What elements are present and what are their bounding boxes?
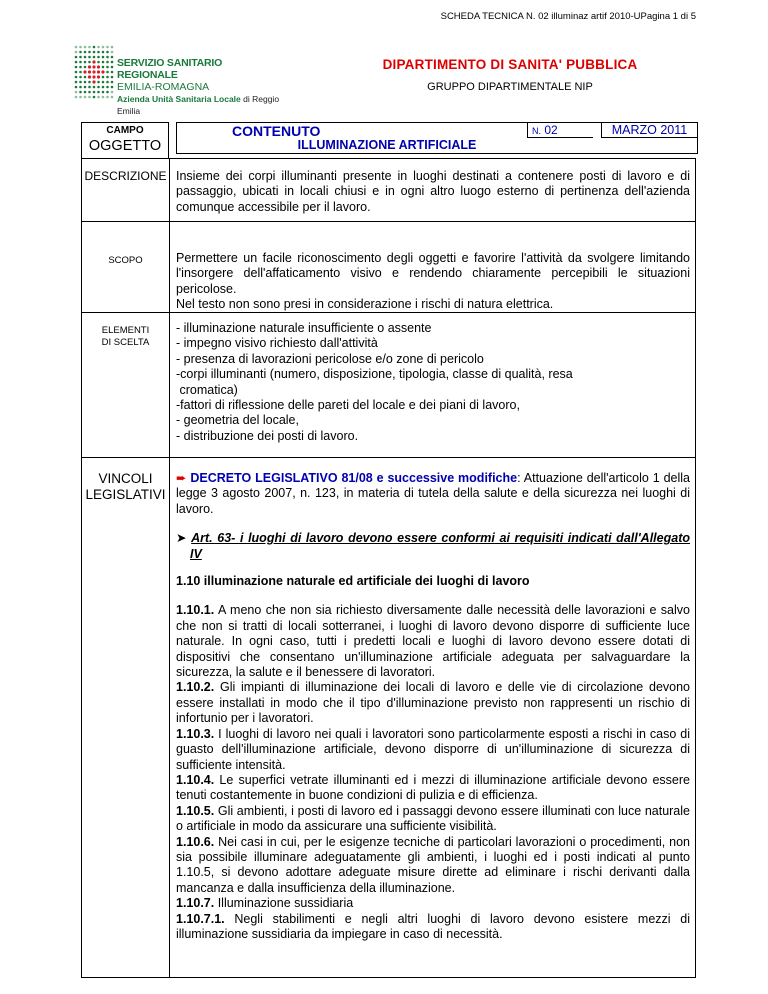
legislation-paragraph: 1.10.5. Gli ambienti, i posti di lavoro ed i passaggi devono essere illuminati con luce naturale o artificiale in modo da assicurare una sufficiente visibilità. (176, 803, 690, 834)
vincoli-label: VINCOLI LEGISLATIVI (85, 471, 166, 502)
list-item: -corpi illuminanti (numero, disposizione, tipologia, classe di qualità, resa (176, 367, 573, 382)
contenuto-header-cell (176, 122, 698, 154)
campo-label: CAMPO (106, 125, 144, 136)
logo-line-1: SERVIZIO SANITARIO REGIONALE (117, 57, 223, 81)
list-item: - impegno visivo richiesto dall'attività (176, 336, 378, 351)
campo-header-cell (81, 122, 169, 159)
descrizione-text: Insieme dei corpi illuminanti presente in luoghi destinati a contenere posti di lavoro e di passaggio, ubicati in locali chiusi e in ogni altro luogo esterno di pertinenza dell'azienda comunque accessibile per il lavoro. (176, 169, 690, 214)
descrizione-label: DESCRIZIONE (84, 169, 167, 183)
content-table (81, 158, 696, 978)
list-item: - distribuzione dei posti di lavoro. (176, 428, 359, 443)
elementi-list (176, 321, 690, 444)
scopo-label: SCOPO (108, 255, 143, 266)
list-item: - presenza di lavorazioni pericolose e/o zone di pericolo (176, 351, 484, 366)
legislation-paragraph: 1.10.7. Illuminazione sussidiaria (176, 896, 354, 911)
legislation-paragraph: 1.10.6. Nei casi in cui, per le esigenze tecniche di particolari lavorazioni o procedimenti, non sia possibile illuminare adeguatamente gli ambienti, i luoghi ed i posti indicati al punto 1.10.5, si devono adottare adeguate misure dirette ad eliminare i rischi derivanti dalla mancanza e dalla insufficienza della illuminazione. (176, 834, 690, 895)
contenuto-label: CONTENUTO (232, 123, 321, 139)
arrow-right-icon: ➨ (176, 471, 187, 485)
legislation-paragraph: 1.10.2. Gli impianti di illuminazione dei locali di lavoro e delle vie di circolazione devono essere installati in modo che il tipo d'illuminazione previsto non rappresenti un rischio di infortunio per i lavoratori. (176, 680, 690, 726)
article-reference: Art. 63- i luoghi di lavoro devono essere conformi ai requisiti indicati dall'Allegato IV (190, 531, 690, 561)
list-item: - geometria del locale, (176, 413, 299, 428)
page-header: SCHEDA TECNICA N. 02 illuminaz artif 2010-UPagina 1 di 5 (440, 11, 696, 22)
logo-line-3: Azienda Unità Sanitaria Locale di Reggio Emilia (117, 94, 280, 116)
section-title: 1.10 illuminazione naturale ed artificiale dei luoghi di lavoro (176, 574, 530, 589)
decree-title: DECRETO LEGISLATIVO 81/08 e successive modifiche (190, 471, 518, 485)
scopo-text: Permettere un facile riconoscimento degli oggetti e favorire l'attività da svolgere limitando l'insorgere dell'affaticamento visivo e rendendo chiaramente percepibili le situazioni pericolose. Nel testo non sono presi in considerazione i rischi di natura elettrica. (176, 251, 690, 312)
department-title: DIPARTIMENTO DI SANITA' PUBBLICA (382, 57, 638, 72)
sheet-topic: ILLUMINAZIONE ARTIFICIALE (297, 138, 477, 152)
vincoli-text: ➨ DECRETO LEGISLATIVO 81/08 e successive modifiche: Attuazione dell'articolo 1 della legge 3 agosto 2007, n. 123, in materia di tutela della salute e della sicurezza nei luoghi di lavoro. ➤ Art. 63- i luoghi di lavoro devono essere conformi ai requisiti indicati dall'Allegato IV 1.10 illuminazione naturale ed artificiale dei luoghi di lavoro 1.10.1. A meno che non sia richiesto diversamente dalle necessità delle lavorazioni e salvo che non si tratti di locali sotterranei, i luoghi di lavoro devono disporre di sufficiente luce naturale. In ogni caso, tutti i predetti locali e luoghi di lavoro devono essere dotati di dispositivi che consentano un'illuminazione artificiale adeguata per salvaguardare la sicurezza, la salute e il benessere di lavoratori. 1.10.2. Gli impianti di illuminazione dei locali di lavoro e delle vie di circolazione devono essere installati in modo che il tipo d'illuminazione previsto non rappresenti un rischio di infortunio per i lavoratori. 1.10.3. I luoghi di lavoro nei quali i lavoratori sono particolarmente esposti a rischi in caso di guasto dell'illuminazione artificiale, devono disporre di un'illuminazione di sicurezza di sufficiente intensità. 1.10.4. Le superfici vetrate illuminanti ed i mezzi di illuminazione artificiale devono essere tenuti costantemente in buone condizioni di pulizia e di efficienza. 1.10.5. Gli ambienti, i posti di lavoro ed i passaggi devono essere illuminati con luce naturale o artificiale in modo da assicurare una sufficiente visibilità. 1.10.6. Nei casi in cui, per le esigenze tecniche di particolari lavorazioni o procedimenti, non sia possibile illuminare adeguatamente gli ambienti, i luoghi ed i posti indicati al punto 1.10.5, si devono adottare adeguate misure dirette ad eliminare i rischi derivanti dalla mancanza e dalla insufficienza della illuminazione. 1.10.7. Illuminazione sussidiaria 1.10.7.1. Negli stabilimenti e negli altri luoghi di lavoro devono esistere mezzi di illuminazione sussidiaria da impiegare in caso di necessità. (176, 471, 690, 941)
logo-dots-icon (73, 44, 115, 100)
sheet-number: N. 02 (527, 123, 593, 138)
organization-logo (73, 44, 283, 116)
legislation-paragraph: 1.10.3. I luoghi di lavoro nei quali i lavoratori sono particolarmente esposti a rischi in caso di guasto dell'illuminazione artificiale, devono disporre di un'illuminazione di sicurezza di sufficiente intensità. (176, 726, 690, 772)
department-subtitle: GRUPPO DIPARTIMENTALE NIP (427, 81, 593, 93)
list-item: cromatica) (176, 382, 238, 397)
sheet-date: MARZO 2011 (601, 123, 697, 138)
elementi-label: ELEMENTI DI SCELTA (101, 325, 150, 348)
logo-line-2: EMILIA-ROMAGNA (117, 81, 210, 93)
legislation-paragraph: 1.10.7.1. Negli stabilimenti e negli altri luoghi di lavoro devono esistere mezzi di illuminazione sussidiaria da impiegare in caso di necessità. (176, 911, 690, 941)
list-item: -fattori di riflessione delle pareti del locale e dei piani di lavoro, (176, 398, 520, 413)
oggetto-label: OGGETTO (88, 138, 162, 154)
list-item: - illuminazione naturale insufficiente o assente (176, 321, 432, 335)
legislation-paragraph: 1.10.4. Le superfici vetrate illuminanti ed i mezzi di illuminazione artificiale devono essere tenuti costantemente in buone condizioni di pulizia e di efficienza. (176, 772, 690, 803)
legislation-paragraph: 1.10.1. A meno che non sia richiesto diversamente dalle necessità delle lavorazioni e salvo che non si tratti di locali sotterranei, i luoghi di lavoro devono disporre di sufficiente luce naturale. In ogni caso, tutti i predetti locali e luoghi di lavoro devono essere dotati di dispositivi che consentano un'illuminazione artificiale adeguata per salvaguardare la sicurezza, la salute e il benessere di lavoratori. (176, 603, 690, 680)
chevron-right-icon: ➤ (176, 531, 187, 546)
